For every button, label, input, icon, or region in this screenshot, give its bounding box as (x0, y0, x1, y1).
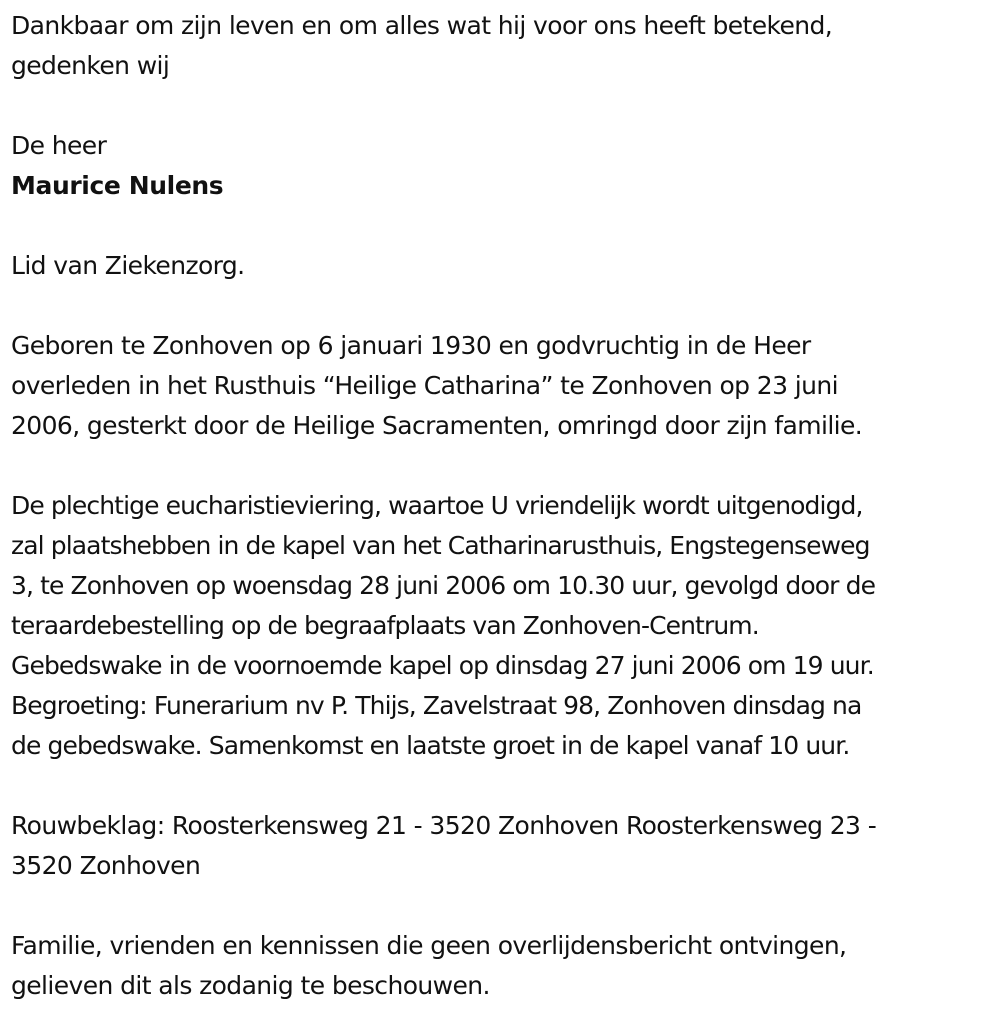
obituary-notice (11, 6, 993, 1006)
spacer (11, 86, 993, 126)
closing-text: Familie, vrienden en kennissen die geen overlijdensbericht ontvingen, gelieven dit als zodanig te beschouwen. (11, 931, 847, 1000)
spacer (11, 286, 993, 326)
spacer (11, 206, 993, 246)
membership-text: Lid van Ziekenzorg. (11, 251, 245, 280)
spacer (11, 446, 993, 486)
intro-text: Dankbaar om zijn leven en om alles wat hij voor ons heeft betekend, gedenken wij (11, 11, 833, 80)
ceremony-text: De plechtige eucharistieviering, waartoe U vriendelijk wordt uitgenodigd, zal plaatshebben in de kapel van het Catharinarusthuis, Engstegenseweg 3, te Zonhoven op woensdag 28 juni 2006 om 10.30 uur, gevolgd door de teraardebestelling op de begraafplaats van Zonhoven-Centrum. Gebedswake in de voornoemde kapel op dinsdag 27 juni 2006 om 19 uur. Begroeting: Funerarium nv P. Thijs, Zavelstraat 98, Zonhoven dinsdag na de gebedswake. Samenkomst en laatste groet in de kapel vanaf 10 uur. (11, 491, 876, 760)
spacer (11, 886, 993, 926)
condolence-text: Rouwbeklag: Roosterkensweg 21 - 3520 Zonhoven Roosterkensweg 23 - 3520 Zonhoven (11, 811, 877, 880)
deceased-name: Maurice Nulens (11, 171, 224, 200)
salutation: De heer (11, 131, 107, 160)
birth-death-text: Geboren te Zonhoven op 6 januari 1930 en godvruchtig in de Heer overleden in het Rusthuis “Heilige Catharina” te Zonhoven op 23 juni 2006, gesterkt door de Heilige Sacramenten, omringd door zijn familie. (11, 331, 863, 440)
spacer (11, 766, 993, 806)
